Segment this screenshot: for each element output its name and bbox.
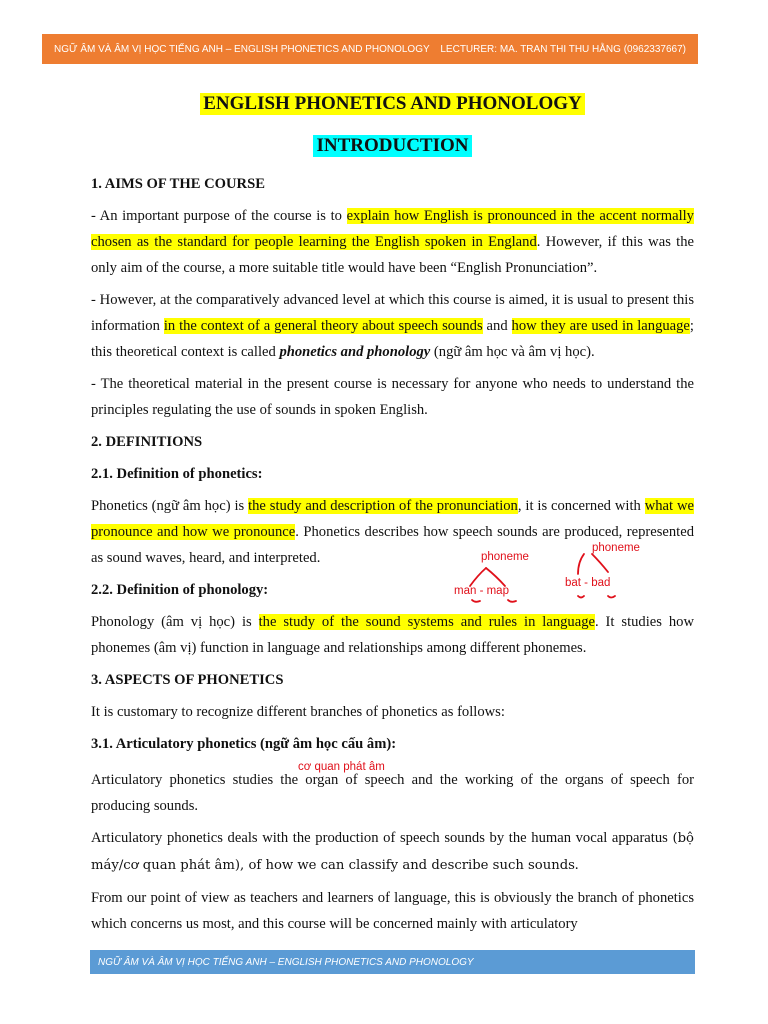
text-span-alt-font: (bộ máy/cơ quan phát âm), of how we can classify and describe such sounds	[91, 831, 694, 873]
text-span: (ngữ âm học và âm vị học).	[430, 344, 595, 360]
footer-course-title: NGỮ ÂM VÀ ÂM VỊ HỌC TIẾNG ANH – ENGLISH PHONETICS AND PHONOLOGY	[98, 956, 474, 968]
section-3-1-paragraph-3: From our point of view as teachers and learners of language, this is obviously the branch of phonetics which concerns us most, and this course will be concerned mainly with articulatory	[91, 890, 694, 932]
annotation-phoneme-1: phoneme	[481, 551, 529, 563]
annotation-pair-bat-bad: bat - bad	[565, 577, 611, 589]
highlighted-text: the study of the sound systems and rules in language	[258, 614, 595, 630]
term-phonetics-and-phonology: phonetics and phonology	[279, 344, 431, 360]
text-span: Articulatory phonetics deals with the production of speech sounds by the human vocal apparatus	[91, 830, 673, 846]
page-header	[42, 34, 698, 64]
text-span: .	[574, 857, 579, 873]
section-2-2-heading: 2.2. Definition of phonology:	[91, 582, 269, 598]
section-3-1-paragraph-2	[91, 825, 694, 879]
section-3-1-paragraph-1: Articulatory phonetics studies the organ of speech and the working of the organs of speech for producing sounds.	[91, 772, 694, 814]
section-2-1-heading: 2.1. Definition of phonetics:	[91, 466, 263, 482]
text-span: ; this theoretical context is called	[91, 318, 694, 360]
highlighted-text: explain how English is pronounced in the accent normally chosen as the standard for people learning the English spoken in England	[91, 208, 694, 250]
section-3-intro: It is customary to recognize different branches of phonetics as follows:	[91, 704, 505, 720]
section-1-paragraph-2	[91, 287, 694, 365]
text-span: and	[482, 318, 512, 334]
section-3-1-heading: 3.1. Articulatory phonetics (ngữ âm học cấu âm):	[91, 736, 397, 752]
annotation-organ-note: cơ quan phát âm	[298, 761, 385, 773]
section-3-heading: 3. ASPECTS OF PHONETICS	[91, 672, 284, 688]
section-2-1-paragraph	[91, 493, 694, 571]
text-span: . Phonetics describes how speech sounds are produced, represented as sound waves, heard, and interpreted.	[91, 524, 694, 566]
section-1-paragraph-3: - The theoretical material in the present course is necessary for anyone who needs to understand the principles regulating the use of sounds in spoken English.	[91, 376, 694, 418]
highlighted-text: in the context of a general theory about speech sounds	[163, 318, 483, 334]
text-span: Phonetics (ngữ âm học) is	[91, 498, 249, 514]
document-body	[91, 92, 694, 937]
text-span: . It studies how phonemes (âm vị) function in language and relationships among different phonemes.	[91, 614, 694, 656]
page-subtitle: INTRODUCTION	[313, 135, 471, 157]
title-row	[91, 92, 694, 118]
section-1-heading: 1. AIMS OF THE COURSE	[91, 176, 265, 192]
subtitle-row	[91, 134, 694, 160]
annotation-pair-man-map: man - map	[454, 585, 509, 597]
highlighted-text: the study and description of the pronunciation	[248, 498, 518, 514]
header-course-title: NGỮ ÂM VÀ ÂM VỊ HỌC TIẾNG ANH – ENGLISH PHONETICS AND PHONOLOGY	[54, 43, 430, 55]
text-span: . However, if this was the only aim of the course, a more suitable title would have been “English Pronunciation”.	[91, 234, 694, 276]
text-span: , it is concerned with	[517, 498, 645, 514]
page-footer	[90, 950, 695, 974]
text-span: - An important purpose of the course is to	[91, 208, 347, 224]
annotation-phoneme-2: phoneme	[592, 542, 640, 554]
highlighted-text: how they are used in language	[511, 318, 690, 334]
text-span: - However, at the comparatively advanced level at which this course is aimed, it is usual to present this information	[91, 292, 694, 334]
highlighted-text: what we pronounce and how we pronounce	[91, 498, 694, 540]
page-title: ENGLISH PHONETICS AND PHONOLOGY	[200, 93, 584, 115]
section-2-heading: 2. DEFINITIONS	[91, 434, 203, 450]
header-lecturer: LECTURER: MA. TRAN THI THU HẰNG (0962337667)	[440, 43, 686, 55]
text-span: Phonology (âm vị học) is	[91, 614, 259, 630]
section-1-paragraph-1	[91, 203, 694, 281]
section-2-2-paragraph	[91, 609, 694, 661]
